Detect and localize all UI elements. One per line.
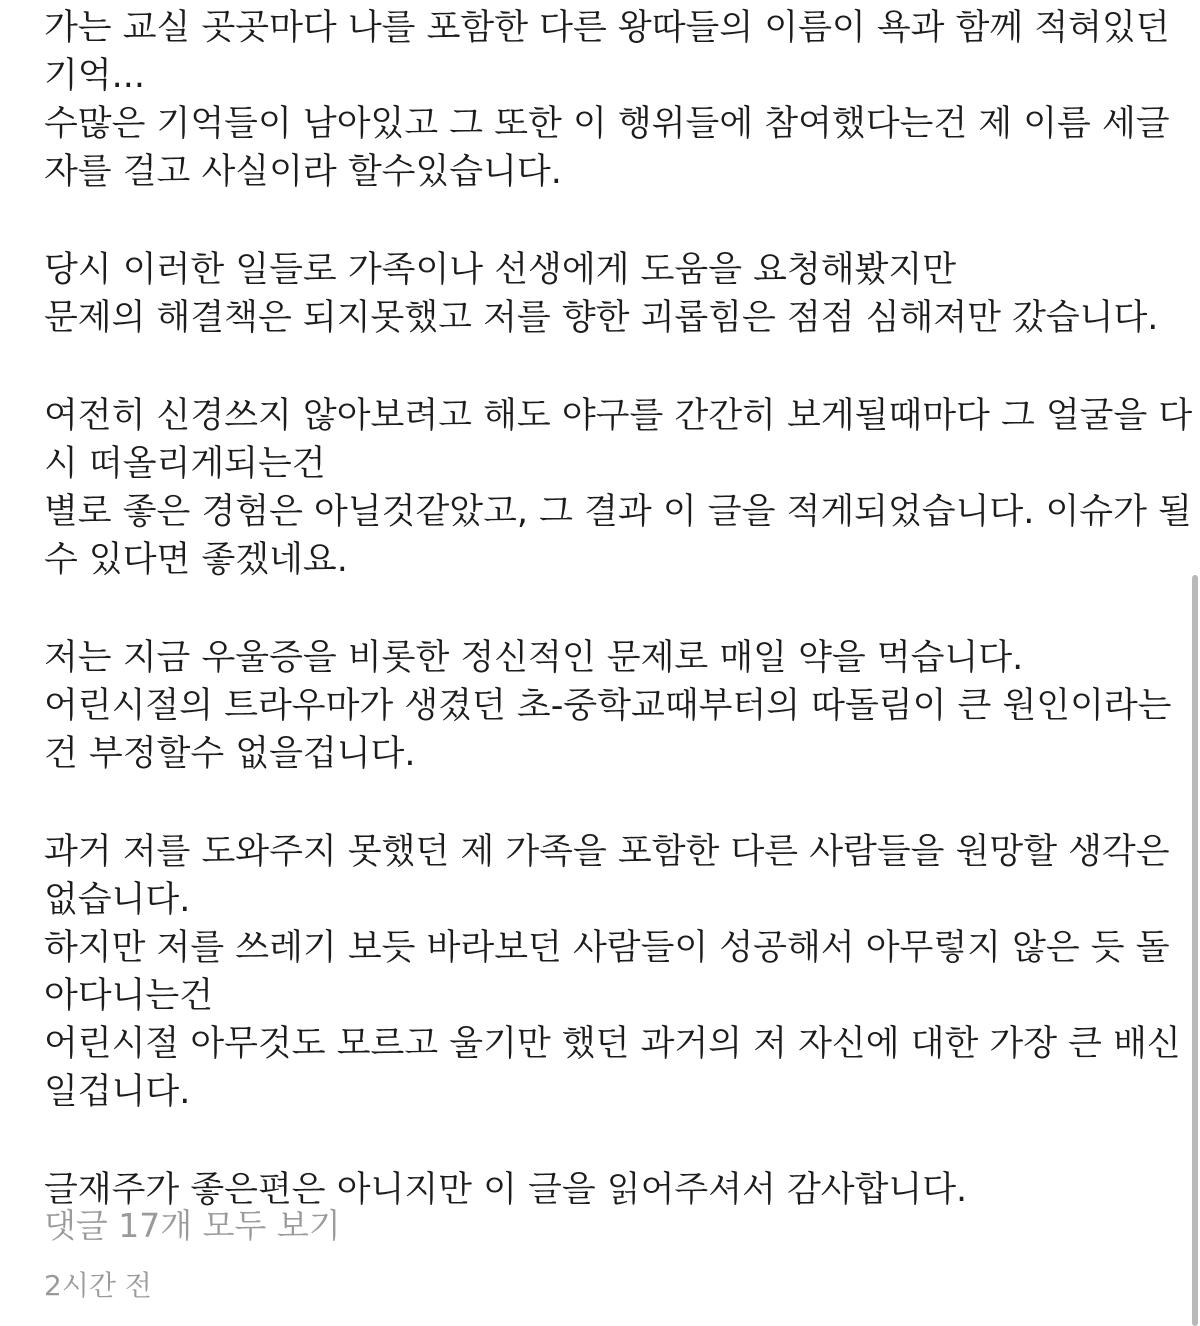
post-body [44,0,1193,1264]
post-paragraph [44,392,1193,584]
post-line: 가는 교실 곳곳마다 나를 포함한 다른 왕따들의 이름이 욕과 함께 적혀있던 [44,8,1170,48]
post-line: 시 떠올리게되는건 [44,444,326,484]
post-line: 저는 지금 우울증을 비롯한 정신적인 문제로 매일 약을 먹습니다. [44,638,1024,678]
post-line: 여전히 신경쓰지 않아보려고 해도 야구를 간간히 보게될때마다 그 얼굴을 다 [44,396,1193,436]
post-line: 별로 좋은 경험은 아닐것같았고, 그 결과 이 글을 적게되었습니다. 이슈가 될 [44,492,1192,532]
post-line: 수많은 기억들이 남아있고 그 또한 이 행위들에 참여했다는건 제 이름 세글 [44,104,1170,144]
post-line: 아다니는건 [44,976,214,1016]
post-line: 문제의 해결책은 되지못했고 저를 향한 괴롭힘은 점점 심해져만 갔습니다. [44,298,1159,338]
post-timestamp: 2시간 전 [44,1269,152,1302]
view-all-comments-link[interactable]: 댓글 17개 모두 보기 [44,1206,341,1245]
post-line: 당시 이러한 일들로 가족이나 선생에게 도움을 요청해봤지만 [44,250,957,290]
post-line: 자를 걸고 사실이라 할수있습니다. [44,152,562,192]
post-paragraph [44,828,1181,1116]
vertical-scrollbar[interactable] [1192,575,1198,1326]
post-line: 어린시절의 트라우마가 생겼던 초-중학교때부터의 따돌림이 큰 원인이라는 [44,686,1172,726]
post-line: 글재주가 좋은편은 아니지만 이 글을 읽어주셔서 감사합니다. [44,1170,968,1210]
post-line: 일겁니다. [44,1072,191,1112]
post-paragraph [44,634,1172,778]
post-line: 수 있다면 좋겠네요. [44,540,348,580]
post-paragraph [44,246,1164,342]
post-line: 어린시절 아무것도 모르고 울기만 했던 과거의 저 자신에 대한 가장 큰 배신 [44,1024,1181,1064]
post-line: 기억... [44,56,145,96]
post-line: 건 부정할수 없을겁니다. [44,734,416,774]
post-line: 하지만 저를 쓰레기 보듯 바라보던 사람들이 성공해서 아무렇지 않은 듯 돌 [44,928,1170,968]
post-line: 과거 저를 도와주지 못했던 제 가족을 포함한 다른 사람들을 원망할 생각은 [44,832,1170,872]
post-paragraph [44,4,1170,196]
post-line: 없습니다. [44,880,191,920]
